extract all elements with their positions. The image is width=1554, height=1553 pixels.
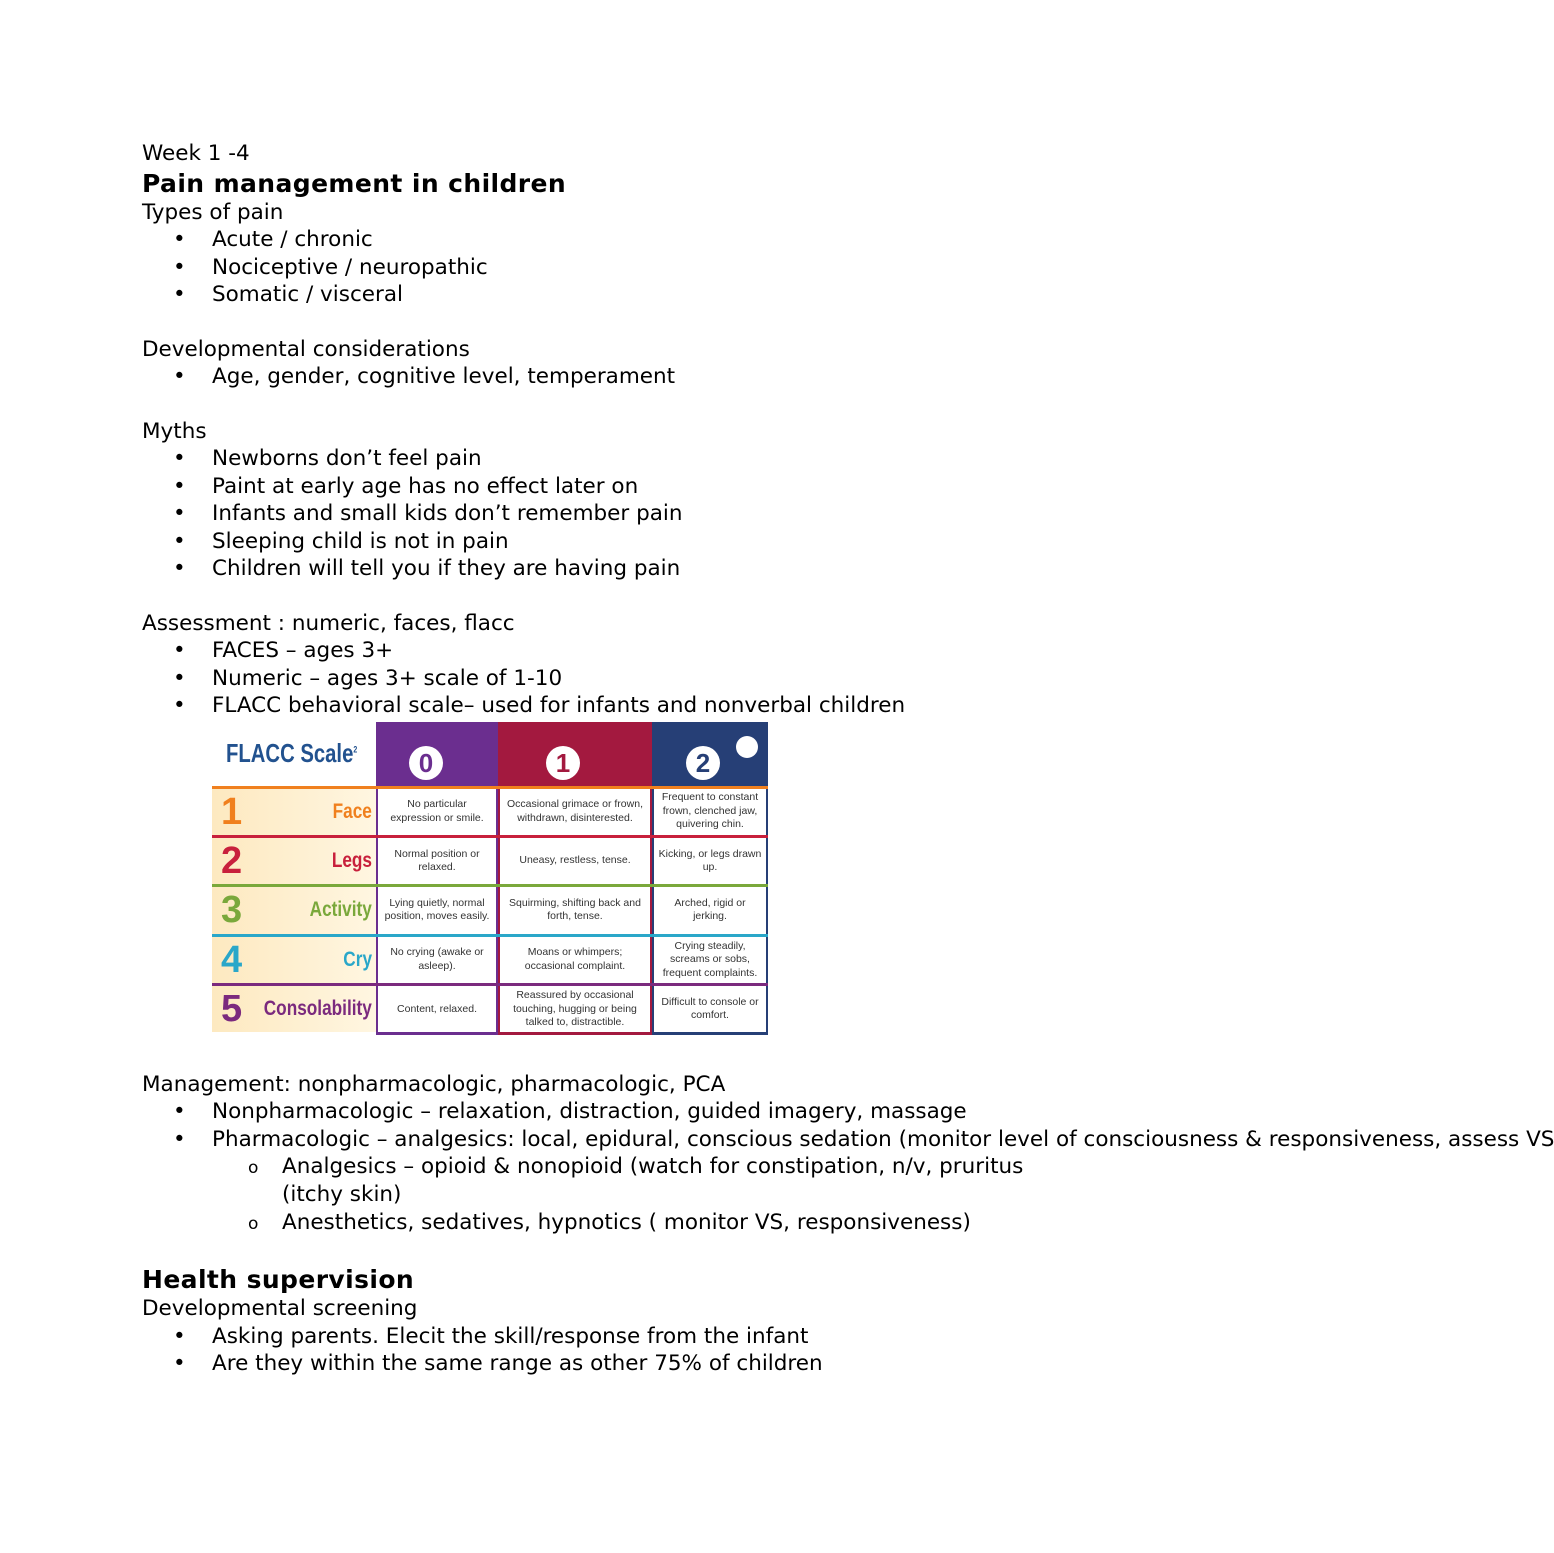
list-item: • Acute / chronic xyxy=(142,226,1102,254)
column-1-label: 1 xyxy=(546,746,580,780)
flacc-title: FLACC Scale$^2$ xyxy=(226,737,358,768)
section-title-health-supervision: Health supervision xyxy=(142,1265,415,1294)
list-item: • Somatic / visceral xyxy=(142,281,1102,309)
column-0-label: 0 xyxy=(409,746,443,780)
row-label xyxy=(212,887,376,933)
list-item: • Paint at early age has no effect later on xyxy=(142,473,1102,501)
week-label: Week 1 -4 xyxy=(142,141,250,166)
table-cell: Arched, rigid or jerking. xyxy=(654,887,766,933)
flacc-scale-figure xyxy=(212,722,768,1035)
list-item: • Numeric – ages 3+ scale of 1-10 xyxy=(142,665,1102,693)
list-item: • Infants and small kids don’t remember pain xyxy=(142,500,1102,528)
list-item: • Sleeping child is not in pain xyxy=(142,528,1102,556)
table-cell: Difficult to console or comfort. xyxy=(654,986,766,1032)
table-cell: Kicking, or legs drawn up. xyxy=(654,838,766,884)
table-cell: Moans or whimpers; occasional complaint. xyxy=(500,937,650,983)
document-page xyxy=(142,140,1554,1378)
list-item: • Newborns don’t feel pain xyxy=(142,445,1102,473)
developmental-screening-heading: Developmental screening xyxy=(142,1296,418,1321)
row-name: Cry xyxy=(343,947,372,971)
management-heading: Management: nonpharmacologic, pharmacologic, PCA xyxy=(142,1071,726,1097)
table-cell: No particular expression or smile. xyxy=(378,789,496,835)
row-number: 3 xyxy=(221,889,243,932)
row-name: Legs xyxy=(331,849,372,873)
table-cell: No crying (awake or asleep). xyxy=(378,937,496,983)
table-cell: Frequent to constant frown, clenched jaw, quivering chin. xyxy=(654,789,766,835)
list-item: • Pharmacologic – analgesics: local, epidural, conscious sedation (monitor level of consciousness & responsiveness, assess VS xyxy=(142,1126,1102,1154)
table-cell: Content, relaxed. xyxy=(378,986,496,1032)
table-cell: Lying quietly, normal position, moves easily. xyxy=(378,887,496,933)
table-cell: Squirming, shifting back and forth, tense. xyxy=(500,887,650,933)
list-item: • Age, gender, cognitive level, temperament xyxy=(142,363,1102,391)
sub-list-item: o Analgesics – opioid & nonopioid (watch for constipation, n/v, pruritus (itchy skin) xyxy=(142,1153,1102,1209)
myths-heading: Myths xyxy=(142,418,207,444)
management-list xyxy=(142,1098,1554,1153)
health-supervision-list xyxy=(142,1323,1102,1378)
list-item: • Asking parents. Elecit the skill/response from the infant xyxy=(142,1323,1102,1351)
row-number: 1 xyxy=(221,790,243,833)
management-sublist xyxy=(142,1153,1102,1237)
developmental-heading: Developmental considerations xyxy=(142,336,470,362)
list-item: • FACES – ages 3+ xyxy=(142,637,1102,665)
row-label xyxy=(212,789,376,835)
row-label xyxy=(212,986,376,1032)
list-item: • Children will tell you if they are having pain xyxy=(142,555,1102,583)
sub-list-item: o Anesthetics, sedatives, hypnotics ( monitor VS, responsiveness) xyxy=(142,1209,1102,1237)
row-name: Face xyxy=(332,799,372,823)
table-cell: Normal position or relaxed. xyxy=(378,838,496,884)
list-item: • FLACC behavioral scale– used for infants and nonverbal children xyxy=(142,692,1102,720)
column-2-label: 2 xyxy=(686,746,720,780)
types-list xyxy=(142,226,1102,309)
row-number: 5 xyxy=(221,988,243,1031)
section-title-pain-management: Pain management in children xyxy=(142,168,567,198)
list-item: • Nociceptive / neuropathic xyxy=(142,254,1102,282)
row-number: 2 xyxy=(221,840,243,883)
row-label xyxy=(212,838,376,884)
developmental-list xyxy=(142,363,1102,391)
types-heading: Types of pain xyxy=(142,199,284,225)
list-item: • Are they within the same range as other 75% of children xyxy=(142,1350,1102,1378)
list-item: • Nonpharmacologic – relaxation, distraction, guided imagery, massage xyxy=(142,1098,1102,1126)
row-name: Activity xyxy=(309,898,372,922)
table-cell: Uneasy, restless, tense. xyxy=(500,838,650,884)
row-label xyxy=(212,937,376,983)
decorative-dot-icon xyxy=(736,736,758,758)
myths-list xyxy=(142,445,1102,583)
row-number: 4 xyxy=(221,938,243,981)
table-cell: Occasional grimace or frown, withdrawn, disinterested. xyxy=(500,789,650,835)
assessment-list xyxy=(142,637,1102,720)
table-cell: Reassured by occasional touching, hugging or being talked to, distractible. xyxy=(500,986,650,1032)
assessment-heading: Assessment : numeric, faces, flacc xyxy=(142,610,515,636)
row-name: Consolability xyxy=(263,997,372,1021)
table-cell: Crying steadily, screams or sobs, frequent complaints. xyxy=(654,937,766,983)
